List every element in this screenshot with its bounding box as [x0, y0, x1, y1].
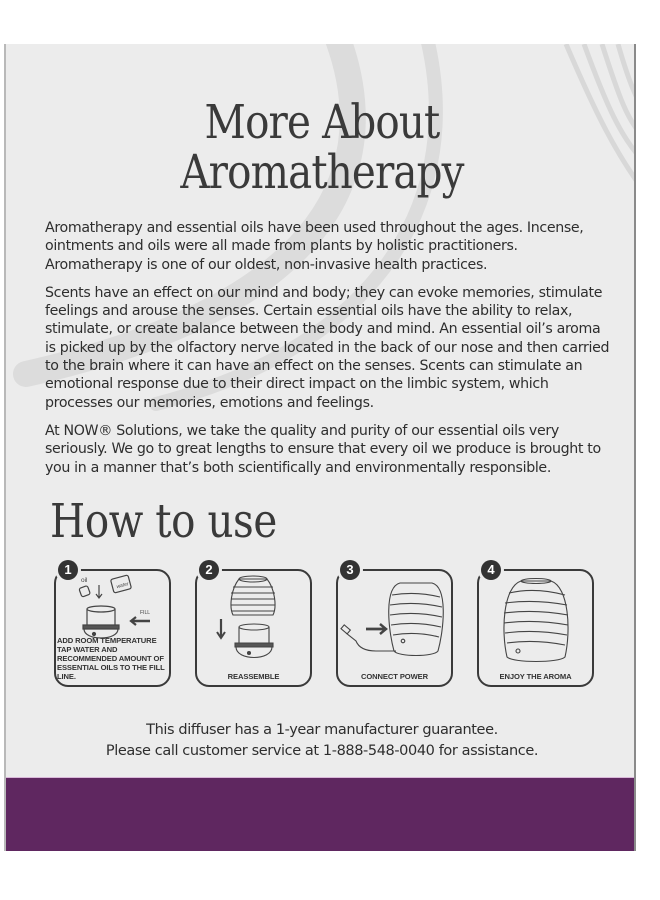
steps-row [6, 559, 636, 699]
body-text [45, 219, 615, 487]
step-1 [54, 562, 171, 687]
svg-text:FILL: FILL [140, 610, 151, 616]
page-title [50, 95, 594, 200]
paragraph-history: Aromatherapy and essential oils have been used throughout the ages. Incense, ointments and oils were all made from plants by holistic practitioners. Aromatherapy is one of our oldest, non-invasive health practices. [45, 220, 584, 273]
svg-text:oil: oil [81, 577, 88, 584]
step-number-badge: 4 [481, 560, 501, 580]
step-number-badge: 3 [340, 560, 360, 580]
paragraph-quality: At NOW® Solutions, we take the quality and purity of our essential oils very seriously. We go to great lengths to ensure that every oil we produce is brought to you in a manner that’s both scientifically and environmentally responsible. [45, 422, 601, 476]
purple-band [6, 777, 636, 851]
step-number-badge: 2 [199, 560, 219, 580]
step-label: ADD ROOM TEMPERATURE TAP WATER AND RECOMMENDED AMOUNT OF ESSENTIAL OILS TO THE FILL LINE. [57, 636, 165, 681]
reassemble-diffuser-icon [195, 569, 312, 687]
paragraph-scents: Scents have an effect on our mind and body; they can evoke memories, stimulate feelings and arouse the senses. Certain essential oils have the ability to relax, stimulate, or create balance between the body and mind. An essential oil’s aroma is picked up by the olfactory nerve located in the back of our nose and then carried to the brain where it can have an effect on the senses. Scents can stimulate an emotional response due to their direct impact on the limbic system, which processes our memories, emotions and feelings. [45, 284, 610, 411]
how-to-use-heading: How to use [50, 494, 277, 549]
step-2 [195, 562, 312, 687]
title-line-1: More About [204, 95, 440, 150]
step-label: ENJOY THE AROMA [499, 672, 572, 681]
svg-text:water: water [115, 581, 130, 591]
step-4 [477, 562, 594, 687]
title-line-2: Aromatherapy [180, 145, 464, 200]
customer-service-line: Please call customer service at 1-888-548-0040 for assistance. [105, 743, 539, 759]
guarantee-text [6, 720, 636, 762]
guarantee-line: This diffuser has a 1-year manufacturer guarantee. [146, 722, 498, 738]
connect-power-icon [336, 569, 453, 687]
step-label: REASSEMBLE [227, 672, 280, 681]
step-number-badge: 1 [58, 560, 78, 580]
package-panel [4, 44, 636, 851]
step-label: CONNECT POWER [360, 672, 429, 681]
diffuser-icon [477, 569, 594, 687]
step-3 [336, 562, 453, 687]
